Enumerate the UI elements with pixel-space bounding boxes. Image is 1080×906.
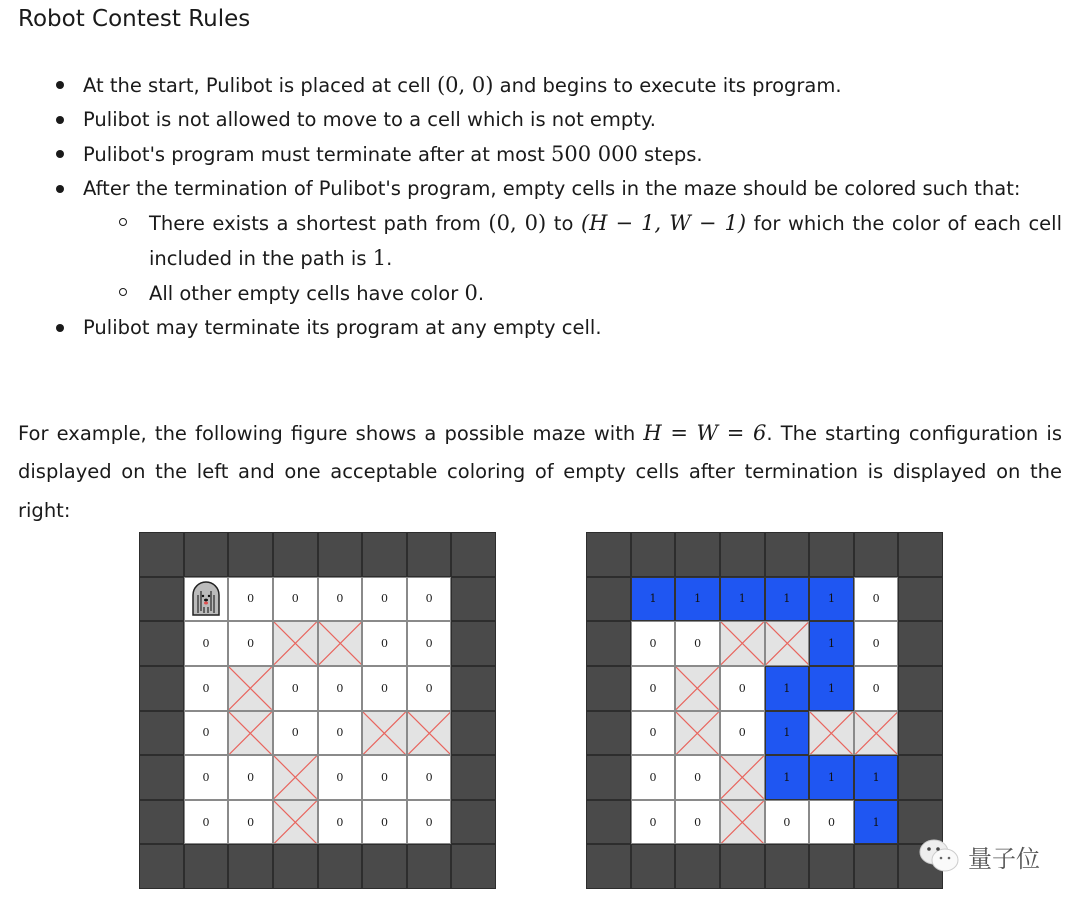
rule-item [52,137,1062,172]
text-run: Pulibot's program must terminate after at most [83,143,552,166]
obstacle-cell [228,666,273,711]
wall-cell [586,577,631,622]
empty-cell: 0 [318,755,363,800]
math-expression: 1 [372,246,387,270]
empty-cell: 0 [809,800,854,845]
text-run: . [477,282,485,305]
text-run: At the start, Pulibot is placed at cell [83,74,437,97]
wall-cell [854,532,899,577]
wall-cell [451,800,496,845]
empty-cell: 0 [720,666,765,711]
text-run: There exists a shortest path from [149,212,489,235]
empty-cell: 0 [273,577,318,622]
obstacle-cell [407,711,452,756]
wechat-icon [918,838,962,874]
obstacle-cell [362,711,407,756]
empty-cell: 0 [273,666,318,711]
wall-cell [228,844,273,889]
empty-cell: 0 [675,621,720,666]
empty-cell: 0 [228,577,273,622]
wall-cell [318,844,363,889]
empty-cell: 0 [407,621,452,666]
obstacle-cell [273,800,318,845]
wall-cell [184,844,229,889]
wall-cell [362,532,407,577]
text-run: . The starting configuration is displayed on the left and one acceptable coloring of empty cells after termination is displayed on the right: [18,421,1062,522]
wall-cell [362,844,407,889]
path-cell: 1 [675,577,720,622]
wall-cell [586,532,631,577]
wall-cell [407,844,452,889]
empty-cell: 0 [362,800,407,845]
wall-cell [273,844,318,889]
path-cell: 1 [765,711,810,756]
maze-result-figure [586,532,943,889]
wall-cell [451,666,496,711]
sub-rules-list [83,206,1062,311]
wall-cell [451,577,496,622]
wall-cell [139,711,184,756]
obstacle-cell [720,800,765,845]
empty-cell: 0 [675,800,720,845]
path-cell: 1 [765,755,810,800]
wall-cell [765,532,810,577]
wall-cell [451,755,496,800]
example-paragraph [18,414,1062,531]
empty-cell: 0 [854,577,899,622]
empty-cell: 0 [362,621,407,666]
obstacle-cell [809,711,854,756]
empty-cell: 0 [407,577,452,622]
text-run: and begins to execute its program. [493,74,842,97]
wall-cell [586,755,631,800]
page-title: Robot Contest Rules [18,6,251,32]
watermark [918,838,1040,874]
text-run: Pulibot may terminate its program at any empty cell. [83,316,602,339]
empty-cell: 0 [318,577,363,622]
obstacle-cell [273,621,318,666]
wall-cell [631,844,676,889]
empty-cell: 0 [318,666,363,711]
wall-cell [898,755,943,800]
path-cell: 1 [765,577,810,622]
path-cell: 1 [809,666,854,711]
wall-cell [451,844,496,889]
wall-cell [809,532,854,577]
math-expression: 0 [464,281,478,305]
obstacle-cell [675,711,720,756]
empty-cell: 0 [184,755,229,800]
empty-cell: 0 [362,577,407,622]
wall-cell [451,621,496,666]
wall-cell [139,577,184,622]
text-run: All other empty cells have color [149,282,465,305]
wall-cell [228,532,273,577]
text-run: . [386,247,393,270]
rule-item [52,103,1062,137]
wall-cell [586,800,631,845]
empty-cell: 0 [184,621,229,666]
maze-start-figure [139,532,496,889]
obstacle-cell [854,711,899,756]
wall-cell [139,621,184,666]
wall-cell [854,844,899,889]
rule-item [52,172,1062,311]
wall-cell [139,844,184,889]
empty-cell: 0 [631,621,676,666]
watermark-text: 量子位 [968,844,1040,873]
wall-cell [586,666,631,711]
wall-cell [586,711,631,756]
empty-cell: 0 [407,666,452,711]
empty-cell: 0 [854,666,899,711]
empty-cell: 0 [184,666,229,711]
obstacle-cell [765,621,810,666]
wall-cell [318,532,363,577]
robot-cell [184,577,229,622]
empty-cell: 0 [407,755,452,800]
math-expression: 500 000 [551,142,638,166]
wall-cell [898,711,943,756]
math-expression: (0, 0) [488,211,547,235]
obstacle-cell [675,666,720,711]
path-cell: 1 [854,755,899,800]
obstacle-cell [273,755,318,800]
math-expression: (H − 1, W − 1) [580,211,747,235]
empty-cell: 0 [675,755,720,800]
obstacle-cell [228,711,273,756]
wall-cell [675,532,720,577]
text-run: to [546,212,581,235]
rule-item [52,311,1062,345]
empty-cell: 0 [318,800,363,845]
math-expression: (0, 0) [436,73,494,97]
empty-cell: 0 [631,800,676,845]
path-cell: 1 [631,577,676,622]
wall-cell [809,844,854,889]
wall-cell [898,666,943,711]
obstacle-cell [720,621,765,666]
math-expression: H = W = 6 [643,420,767,445]
empty-cell: 0 [184,711,229,756]
text-run: After the termination of Pulibot's program, empty cells in the maze should be colored such that: [83,177,1021,200]
path-cell: 1 [809,755,854,800]
text-run: steps. [637,143,703,166]
path-cell: 1 [854,800,899,845]
wall-cell [139,800,184,845]
empty-cell: 0 [407,800,452,845]
text-run: Pulibot is not allowed to move to a cell which is not empty. [83,108,656,131]
path-cell: 1 [765,666,810,711]
empty-cell: 0 [273,711,318,756]
wall-cell [184,532,229,577]
pulibot-icon [190,581,222,617]
empty-cell: 0 [362,666,407,711]
wall-cell [720,844,765,889]
rules-list [52,68,1062,345]
wall-cell [451,711,496,756]
sub-rule-item [116,276,1062,311]
wall-cell [898,621,943,666]
path-cell: 1 [809,621,854,666]
empty-cell: 0 [184,800,229,845]
wall-cell [720,532,765,577]
empty-cell: 0 [228,621,273,666]
wall-cell [586,844,631,889]
wall-cell [407,532,452,577]
wall-cell [586,621,631,666]
text-run: For example, the following figure shows a possible maze with [18,421,644,445]
path-cell: 1 [809,577,854,622]
wall-cell [898,532,943,577]
wall-cell [139,532,184,577]
wall-cell [273,532,318,577]
empty-cell: 0 [854,621,899,666]
wall-cell [675,844,720,889]
wall-cell [765,844,810,889]
wall-cell [898,577,943,622]
empty-cell: 0 [631,666,676,711]
obstacle-cell [720,755,765,800]
wall-cell [139,755,184,800]
sub-rule-item [116,206,1062,276]
empty-cell: 0 [765,800,810,845]
text-run: for which the color of each cell included in the path is [149,212,1063,270]
empty-cell: 0 [228,800,273,845]
empty-cell: 0 [318,711,363,756]
empty-cell: 0 [720,711,765,756]
rule-item [52,68,1062,103]
empty-cell: 0 [362,755,407,800]
empty-cell: 0 [631,755,676,800]
wall-cell [139,666,184,711]
wall-cell [451,532,496,577]
wall-cell [631,532,676,577]
path-cell: 1 [720,577,765,622]
empty-cell: 0 [631,711,676,756]
obstacle-cell [318,621,363,666]
empty-cell: 0 [228,755,273,800]
